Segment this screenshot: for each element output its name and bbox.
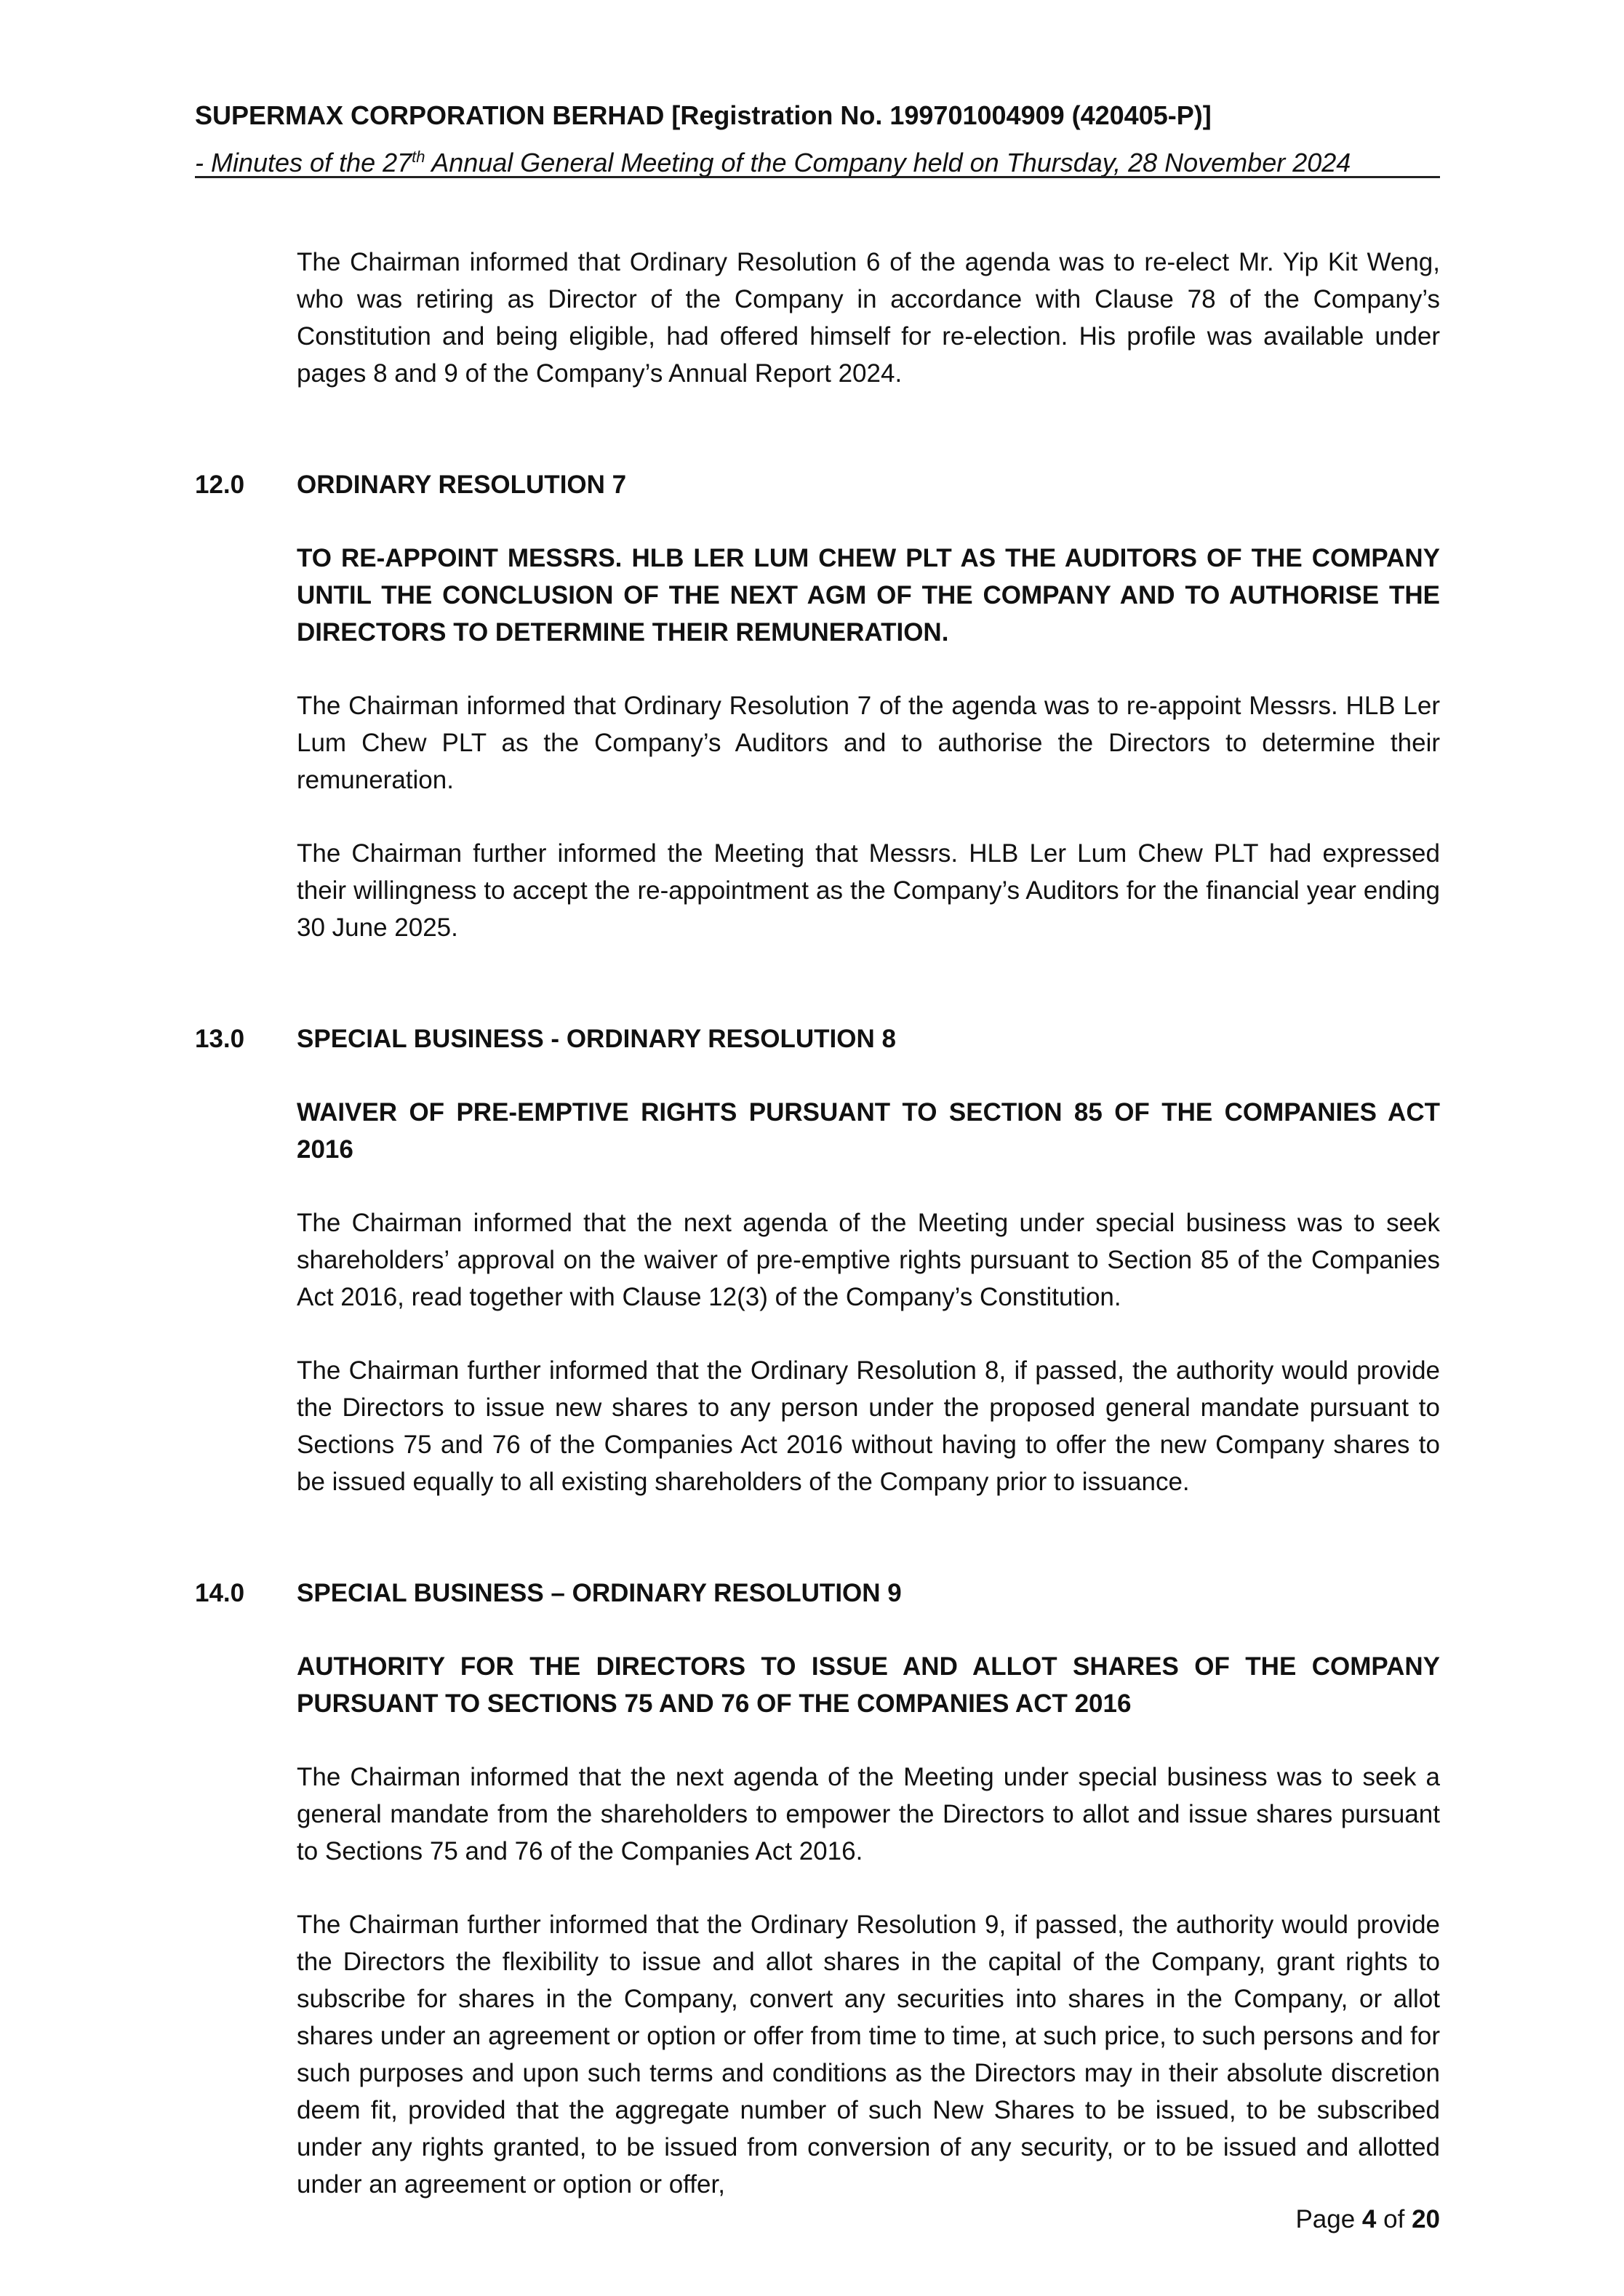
section-paragraph: The Chairman further informed the Meeting that Messrs. HLB Ler Lum Chew PLT had expressed their willingness to accept the re-appointment as the Company’s Auditors for the financial year ending 30 June 2025.	[297, 839, 1440, 942]
section-paragraph: The Chairman informed that the next agenda of the Meeting under special business was to seek shareholders’ approval on the waiver of pre-emptive rights pursuant to Section 85 of the Companies Act 2016, read together with Clause 12(3) of the Company’s Constitution.	[297, 1209, 1440, 1311]
section-paragraph: The Chairman informed that Ordinary Resolution 7 of the agenda was to re-appoint Messrs. HLB Ler Lum Chew PLT as the Company’s Auditors and to authorise the Directors to determine their remuneration.	[297, 692, 1440, 794]
section-number: 12.0	[195, 471, 245, 499]
resolution-heading: WAIVER OF PRE-EMPTIVE RIGHTS PURSUANT TO SECTION 85 OF THE COMPANIES ACT 2016	[297, 1098, 1440, 1164]
current-page-number: 4	[1361, 2205, 1377, 2233]
section-paragraph: The Chairman informed that the next agenda of the Meeting under special business was to seek a general mandate from the shareholders to empower the Directors to allot and issue shares pursuant to Sections 75 and 76 of the Companies Act 2016.	[297, 1763, 1440, 1865]
subtitle-suffix: Annual General Meeting of the Company held on Thursday, 28 November 2024	[425, 148, 1351, 177]
subtitle-prefix: - Minutes of the 27	[195, 148, 412, 177]
header-divider	[195, 176, 1440, 178]
subtitle-ordinal-suffix: th	[412, 148, 425, 166]
section-number: 14.0	[195, 1579, 245, 1607]
section-paragraph: The Chairman further informed that the Ordinary Resolution 8, if passed, the authority would provide the Directors to issue new shares to any person under the proposed general mandate pursuant to Sections 75 and 76 of the Companies Act 2016 without having to offer the new Company shares to be issued equally to all existing shareholders of the Company prior to issuance.	[297, 1356, 1440, 1496]
section-paragraph: The Chairman further informed that the Ordinary Resolution 9, if passed, the authority would provide the Directors the flexibility to issue and allot shares in the capital of the Company, grant rights to subscribe for shares in the Company, convert any securities into shares in the Company, or allot shares under an agreement or option or offer from time to time, at such price, to such persons and for such purposes and upon such terms and conditions as the Directors may in their absolute discretion deem fit, provided that the aggregate number of such New Shares to be issued, to be subscribed under any rights granted, to be issued from conversion of any security, or to be issued and allotted under an agreement or option or offer,	[297, 1911, 1440, 2199]
company-registration-title: SUPERMAX CORPORATION BERHAD [Registration No. 199701004909 (420405-P)]	[195, 100, 1212, 130]
intro-paragraph: The Chairman informed that Ordinary Resolution 6 of the agenda was to re-elect Mr. Yip Kit Weng, who was retiring as Director of the Company in accordance with Clause 78 of the Company’s Constitution and being eligible, had offered himself for re-election. His profile was available under pages 8 and 9 of the Company’s Annual Report 2024.	[297, 248, 1440, 388]
section-title: ORDINARY RESOLUTION 7	[297, 471, 627, 499]
resolution-heading: TO RE-APPOINT MESSRS. HLB LER LUM CHEW PLT AS THE AUDITORS OF THE COMPANY UNTIL THE CONCLUSION OF THE NEXT AGM OF THE COMPANY AND TO AUTHORISE THE DIRECTORS TO DETERMINE THEIR REMUNERATION.	[297, 544, 1440, 647]
section-12	[195, 466, 1440, 946]
of-word: of	[1383, 2205, 1405, 2233]
section-14	[195, 1575, 1440, 2203]
page-word: Page	[1295, 2205, 1356, 2233]
document-body	[195, 244, 1440, 2203]
section-13	[195, 1020, 1440, 1500]
section-title: SPECIAL BUSINESS – ORDINARY RESOLUTION 9	[297, 1579, 902, 1607]
resolution-heading: AUTHORITY FOR THE DIRECTORS TO ISSUE AND ALLOT SHARES OF THE COMPANY PURSUANT TO SECTIONS 75 AND 76 OF THE COMPANIES ACT 2016	[297, 1652, 1440, 1718]
section-number: 13.0	[195, 1025, 245, 1053]
section-title: SPECIAL BUSINESS - ORDINARY RESOLUTION 8	[297, 1025, 896, 1053]
total-pages-number: 20	[1412, 2205, 1440, 2233]
page-number-footer	[1295, 2201, 1440, 2238]
page-header	[195, 95, 1440, 183]
